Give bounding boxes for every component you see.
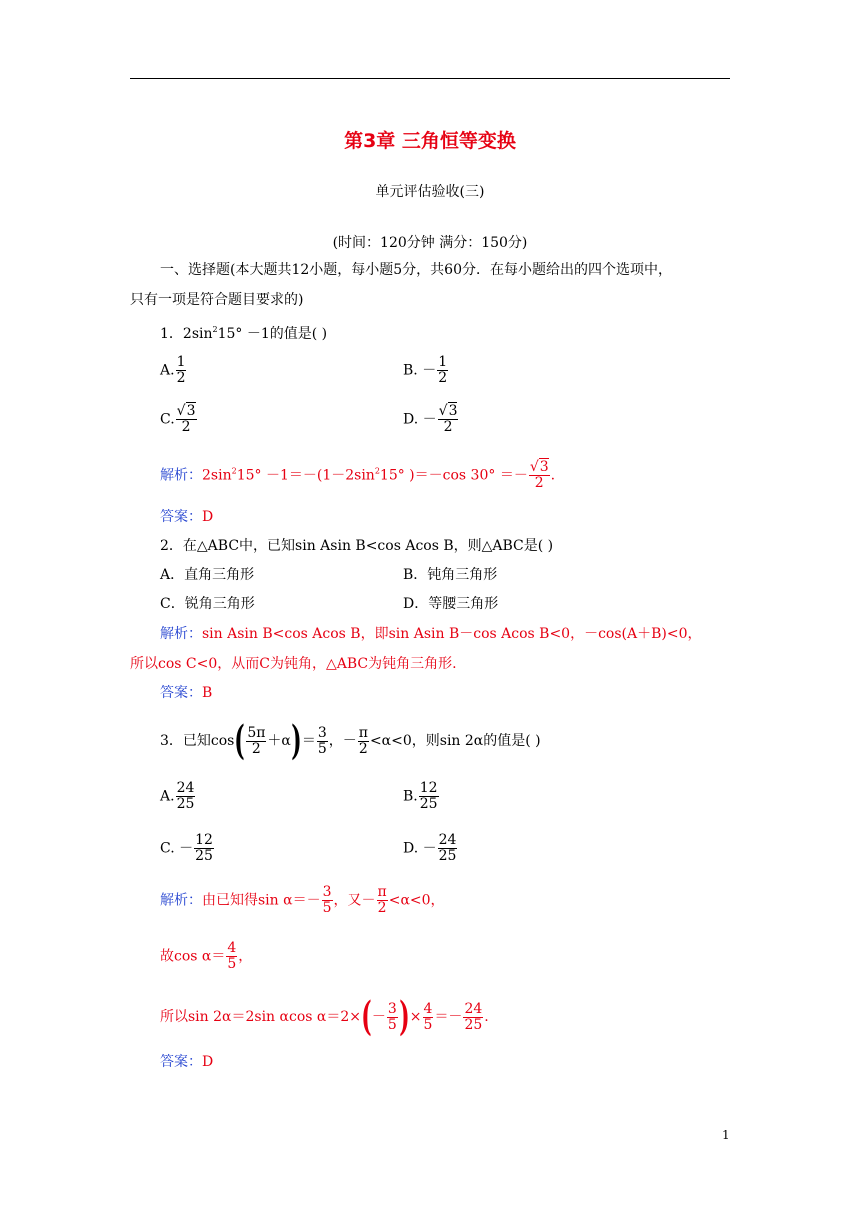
q2-analysis-line1: 解析：sin Asin B<cos Acos B，即sin Asin B－cos Acos B<0，－cos(A＋B)<0， [160, 626, 702, 642]
q2-option-b: B．钝角三角形 [403, 567, 498, 583]
q2-option-d: D．等腰三角形 [403, 596, 499, 612]
q3-analysis-line2: 故cos α＝ $\frac{4}{5}$ ， [160, 940, 253, 972]
section-intro-line1: 一、选择题(本大题共12小题，每小题5分，共60分．在每小题给出的四个选项中， [160, 262, 672, 278]
q3-analysis-line3: 所以sin 2α＝2sin αcos α＝2×(－ $\frac{3}{5}$ )× $\frac{4}{5}$ ＝－ $\frac{24}{25}$ . [160, 993, 489, 1040]
q1-option-d: D. － $\frac{√3}{2}$ [403, 403, 458, 435]
header-rule [130, 78, 730, 79]
section-intro-line2: 只有一项是符合题目要求的) [130, 292, 304, 308]
time-info: (时间：120分钟 满分：150分) [332, 235, 528, 251]
q3-option-d: D. － $\frac{24}{25}$ [403, 832, 457, 864]
q3-answer: 答案：D [160, 1054, 214, 1070]
q1-option-c: C. $\frac{√3}{2}$ [160, 403, 196, 435]
q1-option-a: A. $\frac{1}{2}$ [160, 354, 186, 386]
q2-option-a: A．直角三角形 [160, 567, 255, 583]
q2-stem: 2．在△ABC中，已知sin Asin B<cos Acos B，则△ABC是( ) [160, 538, 554, 554]
chapter-title: 第3章 三角恒等变换 [344, 130, 516, 152]
q3-stem: 3．已知cos( $\frac{5\pi}{2}$ ＋α)＝ $\frac{3}{5}$ ，－ $\frac{\pi}{2}$ <α<0，则sin 2α的值是( ) [160, 717, 541, 764]
q1-option-b: B. － $\frac{1}{2}$ [403, 354, 448, 386]
q3-analysis-line1: 解析：由已知得sin α＝－ $\frac{3}{5}$ ，又－ $\frac{\pi}{2}$ <α<0， [160, 884, 445, 916]
q2-option-c: C．锐角三角形 [160, 596, 255, 612]
q3-option-c: C. － $\frac{12}{25}$ [160, 832, 213, 864]
unit-subtitle: 单元评估验收(三) [375, 184, 485, 200]
q1-answer: 答案：D [160, 509, 214, 525]
q3-option-a: A. $\frac{24}{25}$ [160, 780, 195, 812]
page-number: 1 [722, 1128, 730, 1142]
q2-answer: 答案：B [160, 685, 213, 701]
q1-analysis: 解析：$2\sin^215^\circ -1=-(1-2\sin^215^\circ$ )＝－cos 30° ＝－ $\frac{√3}{2}$ . [160, 459, 556, 491]
q1-stem: 1．$2\sin^215^\circ -1$的值是( ) [160, 325, 328, 342]
q2-analysis-line2: 所以cos C<0，从而C为钝角，△ABC为钝角三角形. [130, 656, 457, 672]
q3-option-b: B. $\frac{12}{25}$ [403, 780, 438, 812]
